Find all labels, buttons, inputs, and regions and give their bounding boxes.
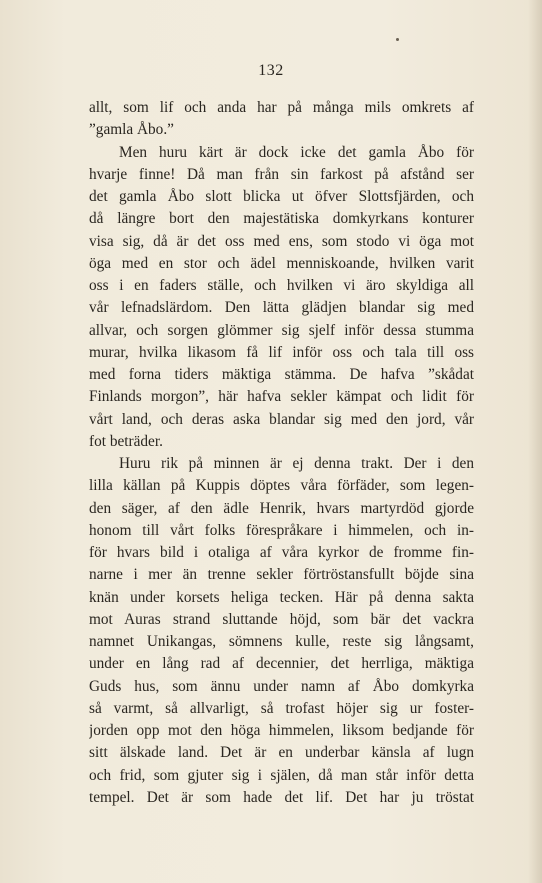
text-line: det gamla Åbo slott blicka ut öfver Slottsfjärden, och — [89, 188, 474, 205]
text-line: honom till vårt folks förespråkare i himmelen, och in- — [89, 521, 474, 539]
text-line: lilla källan på Kuppis döptes våra förfäder, som legen- — [89, 477, 474, 495]
text-line: tempel. Det är som hade det lif. Det har ju tröstat — [89, 788, 474, 806]
text-line: Finlands morgon”, här hafva sekler kämpat och lidit för — [89, 388, 474, 406]
text-line: jorden opp mot den höga himmelen, liksom bedjande för — [89, 722, 474, 739]
text-line: vår lefnadslärdom. Den lätta glädjen blandar sig med — [89, 299, 474, 317]
text-line: vårt land, och deras aska blandar sig med den jord, vår — [89, 410, 474, 428]
text-line: ”gamla Åbo.” — [89, 121, 174, 139]
text-line: för hvars bild i otaliga af våra kyrkor de fromme fin- — [89, 544, 474, 561]
paper-speck — [396, 38, 399, 41]
text-line: fot beträder. — [89, 432, 163, 450]
text-line: då längre bort den majestätiska domkyrkans konturer — [89, 210, 474, 228]
text-line: allt, som lif och anda har på många mils omkrets af — [89, 99, 474, 116]
text-line: sitt älskade land. Det är en underbar känsla af lugn — [89, 744, 474, 762]
text-line: knän under korsets heliga tecken. Här på denna sakta — [89, 588, 474, 606]
text-line: visa sig, då är det oss med ens, som stodo vi öga mot — [89, 232, 474, 250]
text-line: den säger, af den ädle Henrik, hvars martyrdöd gjorde — [89, 499, 474, 517]
text-line: under en lång rad af decennier, det herrliga, mäktiga — [89, 655, 474, 673]
text-line: Guds hus, som ännu under namn af Åbo domkyrka — [89, 677, 474, 695]
page-edge-shadow — [528, 0, 542, 883]
text-line: med forna tiders mäktiga stämma. De hafva ”skådat — [89, 366, 474, 383]
page-number: 132 — [258, 62, 284, 79]
text-line: allvar, och sorgen glömmer sig sjelf inför dessa stumma — [89, 321, 474, 339]
text-line: namnet Unikangas, sömnens kulle, reste sig långsamt, — [89, 633, 474, 650]
text-line: murar, hvilka likasom få lif inför oss och tala till oss — [89, 343, 474, 361]
body-text — [89, 97, 474, 809]
text-line: hvarje finne! Då man från sin farkost på afstånd ser — [89, 165, 474, 183]
text-line: Huru rik på minnen är ej denna trakt. Der i den — [119, 455, 474, 472]
text-line: oss i en faders ställe, och hvilken vi äro skyldiga all — [89, 277, 474, 294]
text-line: så varmt, så allvarligt, så trofast höjer sig ur foster- — [89, 699, 474, 717]
text-line: narne i mer än trenne sekler förtröstansfullt böjde sina — [89, 566, 474, 584]
text-line: öga med en stor och ädel menniskoande, hvilken varit — [89, 254, 474, 272]
text-line: Men huru kärt är dock icke det gamla Åbo för — [119, 143, 474, 161]
text-line: och frid, som gjuter sig i själen, då man står inför detta — [89, 766, 474, 784]
text-line: mot Auras strand sluttande höjd, som bär det vackra — [89, 610, 474, 628]
